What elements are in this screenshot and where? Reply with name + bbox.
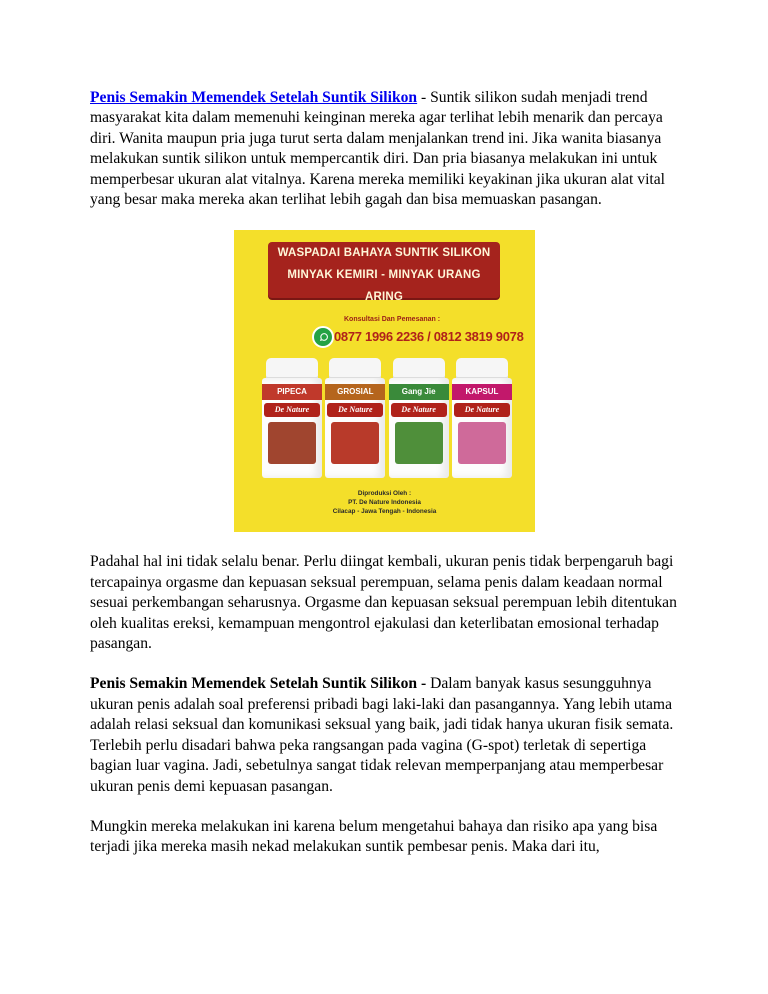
- whatsapp-icon: [312, 326, 334, 348]
- banner-line-2: MINYAK KEMIRI - MINYAK URANG ARING: [287, 269, 481, 304]
- credit-line-1: Diproduksi Oleh :: [357, 490, 412, 498]
- product-jar: [452, 358, 512, 478]
- product-jar: [389, 358, 449, 478]
- jar-product-name: Gang Jie: [389, 384, 449, 400]
- product-jar: [325, 358, 385, 478]
- product-jars: [262, 358, 512, 498]
- product-jar: [262, 358, 322, 478]
- jar-product-name: PIPECA: [262, 384, 322, 400]
- banner-line-1: WASPADAI BAHAYA SUNTIK SILIKON: [277, 247, 491, 260]
- jar-content-image: [395, 422, 443, 464]
- paragraph-intro: [90, 88, 690, 210]
- jar-content-image: [268, 422, 316, 464]
- phone-numbers: 0877 1996 2236 / 0812 3819 9078: [334, 329, 524, 345]
- article-title-link[interactable]: Penis Semakin Memendek Setelah Suntik Silikon: [90, 89, 418, 106]
- paragraph-3-bold-title: Penis Semakin Memendek Setelah Suntik Silikon -: [90, 675, 427, 693]
- paragraph-3: [90, 674, 690, 796]
- jar-brand: De Nature: [327, 403, 383, 417]
- product-advert-image: [234, 230, 535, 532]
- jar-brand: De Nature: [391, 403, 447, 417]
- jar-lid: [329, 358, 381, 380]
- document-page: [90, 88, 690, 878]
- jar-lid: [456, 358, 508, 380]
- jar-content-image: [331, 422, 379, 464]
- producer-credit: [234, 490, 535, 516]
- jar-content-image: [458, 422, 506, 464]
- jar-brand: De Nature: [454, 403, 510, 417]
- jar-product-name: GROSIAL: [325, 384, 385, 400]
- paragraph-4: Mungkin mereka melakukan ini karena belum mengetahui bahaya dan risiko apa yang bisa terjadi jika mereka masih nekad melakukan suntik pembesar penis. Maka dari itu,: [90, 817, 658, 856]
- consultation-label: Konsultasi Dan Pemesanan :: [344, 316, 441, 324]
- paragraph-intro-text: - Suntik silikon sudah menjadi trend masyarakat kita dalam memenuhi keinginan mereka agar terlihat lebih menarik dan percaya diri. Wanita maupun pria juga turut serta dalam menjalankan trend ini. Jika wanita biasanya melakukan suntik silikon untuk mempercantik diri. Dan pria biasanya melakukan ini untuk memperbesar ukuran alat vitalnya. Karena mereka memiliki keyakinan jika ukuran alat vital yang besar maka mereka akan terlihat lebih gagah dan bisa memuaskan pasangan.: [90, 89, 666, 209]
- jar-brand: De Nature: [264, 403, 320, 417]
- jar-lid: [266, 358, 318, 380]
- jar-lid: [393, 358, 445, 380]
- paragraph-3-text: Dalam banyak kasus sesungguhnya ukuran penis adalah soal preferensi pribadi bagi laki-laki dan pasangannya. Yang lebih utama adalah relasi seksual dan komunikasi seksual yang baik, jadi tidak hanya ukuran fisik semata. Terlebih perlu disadari bahwa peka rangsangan pada vagina (G-spot) terletak di sepertiga bagian luar vagina. Jadi, sebetulnya sangat tidak relevan memperpanjang atau memperbesar ukuran penis demi kepuasan pasangan.: [90, 675, 674, 795]
- credit-line-2: PT. De Nature Indonesia: [348, 499, 421, 507]
- warning-banner: [268, 242, 500, 304]
- paragraph-2: Padahal hal ini tidak selalu benar. Perlu diingat kembali, ukuran penis tidak berpengaruh bagi tercapainya orgasme dan kepuasan seksual perempuan, selama penis dalam keadaan normal sesuai perkembangan seharusnya. Orgasme dan kepuasan seksual perempuan lebih ditentukan oleh kualitas ereksi, kemampuan mengontrol ejakulasi dan keterlibatan emosional terhadap pasangan.: [90, 553, 677, 653]
- credit-line-3: Cilacap - Jawa Tengah - Indonesia: [332, 507, 437, 515]
- jar-product-name: KAPSUL: [452, 384, 512, 400]
